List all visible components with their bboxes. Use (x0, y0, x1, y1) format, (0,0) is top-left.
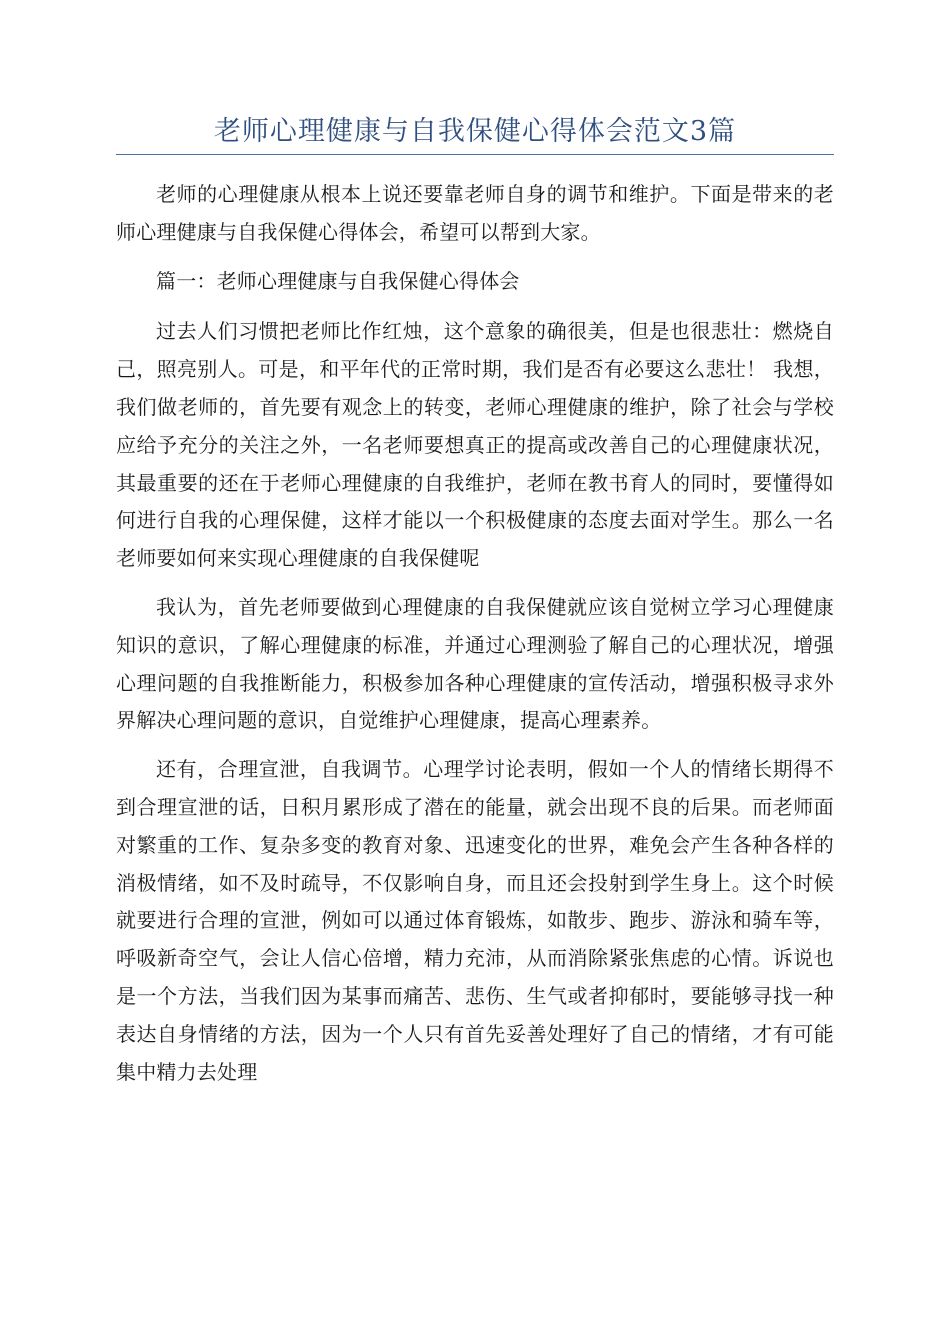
body-paragraph: 过去人们习惯把老师比作红烛，这个意象的确很美，但是也很悲壮：燃烧自己，照亮别人。可是，和平年代的正常时期，我们是否有必要这么悲壮！ 我想，我们做老师的，首先要有观念上的转变，老师心理健康的维护，除了社会与学校应给予充分的关注之外，一名老师要想真正的提高或改善自己的心理健康状况，其最重要的还在于老师心理健康的自我维护，老师在教书育人的同时，要懂得如何进行自我的心理保健，这样才能以一个积极健康的态度去面对学生。那么一名老师要如何来实现心理健康的自我保健呢 (116, 319, 834, 571)
title-underline (116, 154, 834, 155)
body-paragraph: 我认为，首先老师要做到心理健康的自我保健就应该自觉树立学习心理健康知识的意识，了解心理健康的标准，并通过心理测验了解自己的心理状况，增强心理问题的自我推断能力，积极参加各种心理健康的宣传活动，增强积极寻求外界解决心理问题的意识，自觉维护心理健康，提高心理素养。 (116, 594, 834, 733)
section-heading: 篇一：老师心理健康与自我保健心得体会 (156, 268, 520, 293)
intro-paragraph: 老师的心理健康从根本上说还要靠老师自身的调节和维护。下面是带来的老师心理健康与自我保健心得体会，希望可以帮到大家。 (116, 182, 834, 244)
document-title: 老师心理健康与自我保健心得体会范文3篇 (213, 116, 737, 147)
document-body (116, 176, 834, 1102)
body-paragraph: 还有，合理宣泄，自我调节。心理学讨论表明，假如一个人的情绪长期得不到合理宣泄的话，日积月累形成了潜在的能量，就会出现不良的后果。而老师面对繁重的工作、复杂多变的教育对象、迅速变化的世界，难免会产生各种各样的消极情绪，如不及时疏导，不仅影响自身，而且还会投射到学生身上。这个时候就要进行合理的宣泄，例如可以通过体育锻炼，如散步、跑步、游泳和骑车等，呼吸新奇空气，会让人信心倍增，精力充沛，从而消除紧张焦虑的心情。诉说也是一个方法，当我们因为某事而痛苦、悲伤、生气或者抑郁时，要能够寻找一种表达自身情绪的方法，因为一个人只有首先妥善处理好了自己的情绪，才有可能集中精力去处理 (116, 757, 834, 1084)
